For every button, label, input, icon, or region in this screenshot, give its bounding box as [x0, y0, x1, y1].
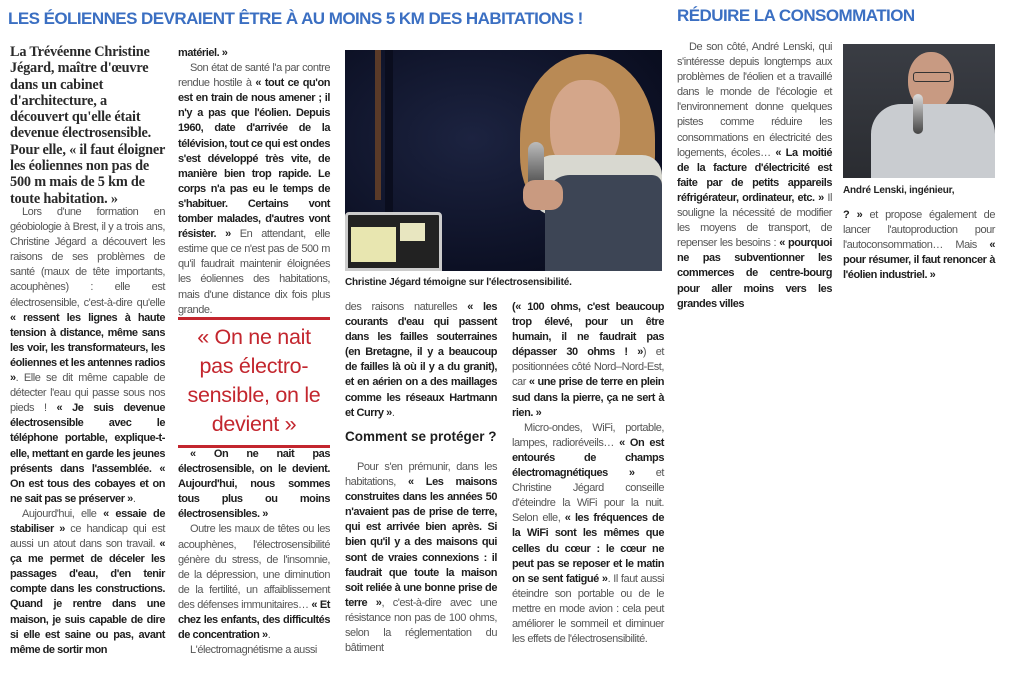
quote-text: ? » — [843, 209, 863, 221]
body-text: Son état de santé l'a par contre rendue hostile à — [178, 62, 330, 90]
quote-text: « pourquoi ne pas subventionner les commerces de centre-bourg pour aller moins vers les grandes villes — [677, 237, 832, 310]
quote-text: « les fréquences de la WiFi sont les mêmes que celles du cœur : le cœur ne peut pas se reposer et le matin on se sent fatigué » — [512, 512, 664, 585]
quote-text: « Les maisons construites dans les années 50 n'avaient pas de prise de terre, qui est arrivée bien après. Si bien qu'il y a des maisons qui sont de vraies connexions : il faudrait que toute la maison soit reliée à une bonne prise de terre » — [345, 476, 498, 609]
body-text: Aujourd'hui, elle — [22, 507, 104, 520]
article-column-4 — [512, 300, 664, 647]
article-headline: LES ÉOLIENNES DEVRAIENT ÊTRE À AU MOINS 5 KM DES HABITATIONS ! — [8, 9, 583, 28]
paragraph — [178, 61, 330, 318]
body-text: et Christine Jégard conseille d'éteindre la WiFi pour la nuit. Selon elle, — [512, 467, 664, 525]
slide-preview — [351, 227, 396, 262]
article-column-1 — [10, 205, 165, 658]
quote-text: « Et chez les enfants, des difficultés de concentration » — [178, 598, 330, 642]
slide-thumbnail — [400, 223, 425, 241]
paragraph — [10, 205, 165, 507]
paragraph — [178, 643, 330, 658]
glasses — [913, 72, 951, 82]
body-text: De son côté, André Lenski, qui s'intéresse depuis longtemps aux problèmes de l'éolien et a travaillé dans le monde de l'écologie et l'environnement donne quelques pistes comme réduire les consommations en électricité des logements, écoles… — [677, 41, 832, 159]
sidebar-heading: RÉDUIRE LA CONSOMMATION — [677, 6, 915, 25]
body-text: , c'est-à-dire avec une résistance non pas de 100 ohms, selon la réglementation du bâtiment — [345, 596, 497, 655]
article-column-2-continued — [178, 447, 330, 658]
body-text: L'électromagnétisme a aussi — [190, 644, 317, 657]
paragraph — [843, 208, 995, 283]
hand — [523, 180, 563, 210]
body-text: . Il faut aussi éteindre son portable ou de le mettre en mode avion : cela peut améliorer le sommeil et diminuer les effets de l'électrosensibilité. — [512, 572, 664, 646]
body-text: Lors d'une formation en géobiologie à Brest, il y a trois ans, Christine Jégard a découvert les raisons de ses problèmes de santé (maux de tête importants, acouphènes) : elle est électrosensible, c'est-à-dire qu'elle — [10, 206, 165, 309]
body-text: et propose également de lancer l'autoproduction pour l'autoconsommation… Mais — [843, 209, 995, 252]
microphone — [913, 94, 923, 134]
quote-text: (« 100 ohms, c'est beaucoup trop élevé, pour un être humain, il ne faudrait pas dépasser 30 ohms ! » — [512, 301, 664, 359]
quote-text: « les courants d'eau qui passent dans les failles souterraines (en Bretagne, il y a beaucoup de failles là où il y a du granit), et en aérien on a des maillages comme les réseaux Hartmann et Curry » — [345, 301, 497, 419]
body-text: . — [267, 629, 271, 642]
quote-text: « une prise de terre en plein sud dans la pierre, ça ne sert à rien. » — [512, 376, 664, 419]
body-text: des raisons naturelles — [345, 301, 468, 313]
sidebar-column-1 — [677, 40, 832, 312]
sweater — [871, 104, 995, 178]
photo-caption: Christine Jégard témoigne sur l'électrosensibilité. — [345, 277, 572, 288]
sidebar-column-2 — [843, 208, 995, 283]
article-lead: La Trévéenne Christine Jégard, maître d'œuvre dans un cabinet d'architecture, a découvert qu'elle était devenue électrosensible. Pour elle, « il faut éloigner les éoliennes non pas de 500 m mais de 5 km de toute habitation. » — [10, 44, 165, 207]
pull-quote: « On ne nait pas électrosensible, on le devient » — [178, 317, 330, 448]
quote-text: « tout ce qu'on est en train de nous amener ; il n'y a pas que l'éolien. Depuis 1960, date d'arrivée de la télévision, tout ce qui est ondes s'est développé très vite, de manière bien trop rapide. Le corps n'a pas eu le temps de s'habituer. Certains vont tomber malades, d'autres vont résister. » — [178, 77, 331, 241]
body-text: . — [391, 406, 395, 419]
quote-text: « On est entourés de champs électromagnétiques » — [512, 436, 664, 480]
paragraph — [178, 46, 330, 61]
paragraph — [10, 507, 165, 658]
quote-text: « essaie de stabiliser » — [10, 507, 165, 535]
paragraph — [677, 40, 832, 312]
stand-pole — [375, 50, 381, 200]
article-column-3-continued — [345, 460, 497, 656]
body-text: Outre les maux de têtes ou les acouphènes, l'électrosensibilité génère du stress, de l'insomnie, de la dépression, une diminution de la fertilité, un affaiblissement des défenses immunitaires… — [178, 523, 330, 611]
sidebar-photo-caption: André Lenski, ingénieur, — [843, 185, 955, 196]
quote-text: « pour résumer, il faut renoncer à l'éolien industriel. » — [843, 239, 995, 282]
article-column-2 — [178, 46, 330, 318]
paragraph — [178, 447, 330, 522]
paragraph — [512, 421, 664, 647]
photo-christine-jegard — [345, 50, 662, 271]
paragraph — [512, 300, 664, 421]
quote-text: « ressent les lignes à haute tension à distance, même sans les voir, les transformateurs, les éoliennes et les antennes radios » — [10, 311, 165, 385]
article-column-3 — [345, 300, 497, 421]
paragraph — [345, 460, 497, 656]
body-text: En attendant, elle estime que ce n'est pas de 500 m qu'il faudrait maintenir éloignées les éoliennes des habitations, mais d'une distance dix fois plus grande. — [178, 228, 330, 316]
laptop-screen — [345, 212, 442, 271]
quote-text: « Je suis devenue électrosensible avec le téléphone portable, explique-t-elle, mettant en garde les jeunes présents dans l'assemblée. « On est tous des cobayes et on ne sait pas se préserver » — [10, 402, 165, 505]
body-text: Il souligne la nécessité de modifier les moyens de transport, de repenser les besoins : — [677, 191, 832, 250]
quote-text: « La moitié de la facture d'électricité est faite par de petits appareils réfrigérateur, ordinateur, etc. » — [677, 146, 832, 204]
quote-text: matériel. » — [178, 47, 228, 59]
quote-text: « On ne nait pas électrosensible, on le devient. Aujourd'hui, nous sommes tous plus ou moins électrosensibles. » — [178, 448, 330, 521]
paragraph — [345, 300, 497, 421]
body-text: Pour s'en prémunir, dans les habitations, — [345, 461, 497, 489]
quote-text: « ça me permet de déceler les passages d'eau, d'en tenir compte dans les constructions. Quand je rentre dans une maison, je suis capable de dire si elle est saine ou pas, avant même de sortir mon — [10, 538, 165, 656]
body-text: . Elle se dit même capable de détecter l'eau qui passe sous nos pieds ! — [10, 372, 165, 415]
body-text: ce handicap qui est aussi un atout dans son travail. — [10, 522, 165, 551]
paragraph — [178, 522, 330, 643]
photo-andre-lenski — [843, 44, 995, 178]
body-text: Micro-ondes, WiFi, portable, lampes, radioréveils… — [512, 421, 664, 449]
body-text: . — [132, 492, 136, 505]
section-heading: Comment se protéger ? — [345, 429, 497, 444]
body-text: ) et positionnées côté Nord–Nord-Est, car — [512, 346, 665, 389]
